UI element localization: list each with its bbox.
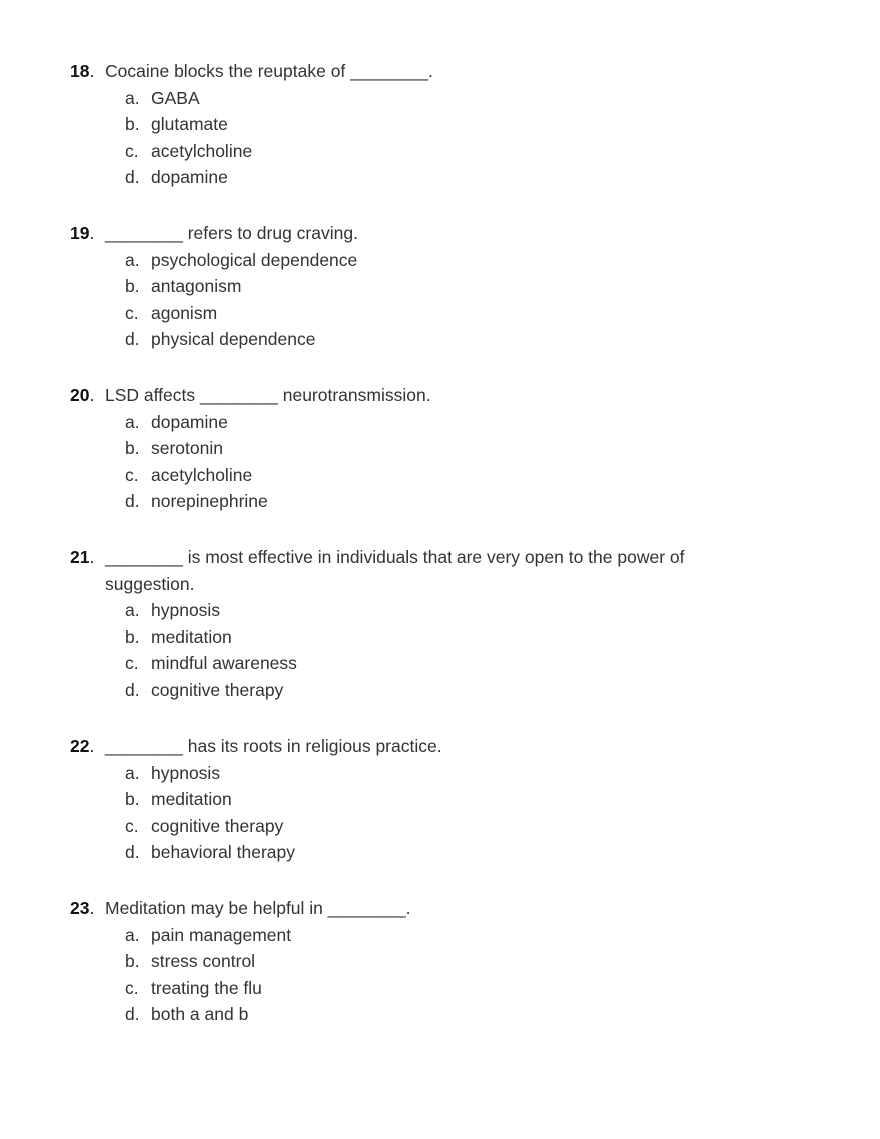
answer-option-c: c. agonism xyxy=(125,302,218,323)
question-number: 18. xyxy=(70,61,95,81)
question-stem xyxy=(70,382,750,409)
answer-option-b: b. antagonism xyxy=(125,276,242,296)
answer-option-d: d. dopamine xyxy=(125,167,228,187)
question-text: ________ is most effective in individuals that are very open to the power of suggestion. xyxy=(105,547,685,594)
answer-option-d: d. cognitive therapy xyxy=(125,679,284,700)
question-stem xyxy=(70,895,750,922)
answer-option-c: c. treating the flu xyxy=(125,977,262,998)
question-19 xyxy=(70,220,750,353)
question-number: 20. xyxy=(70,385,95,405)
question-stem xyxy=(70,220,750,247)
question-stem xyxy=(70,733,750,760)
question-23 xyxy=(70,895,750,1028)
question-text: ________ has its roots in religious practice. xyxy=(105,736,442,756)
question-stem xyxy=(70,58,750,85)
answer-option-b: b. stress control xyxy=(125,951,256,971)
answer-option-b: b. glutamate xyxy=(125,114,228,134)
answer-option-a: a. GABA xyxy=(125,87,200,108)
question-stem xyxy=(70,544,750,597)
question-text: LSD affects ________ neurotransmission. xyxy=(105,385,431,405)
answer-options xyxy=(70,922,750,1028)
question-number: 21. xyxy=(70,547,95,567)
answer-options xyxy=(70,247,750,353)
question-text: Cocaine blocks the reuptake of ________. xyxy=(105,61,433,81)
answer-option-d: d. behavioral therapy xyxy=(125,842,295,862)
question-20 xyxy=(70,382,750,515)
question-18 xyxy=(70,58,750,191)
question-text: Meditation may be helpful in ________. xyxy=(105,898,411,918)
answer-option-a: a. pain management xyxy=(125,924,292,945)
answer-option-a: a. hypnosis xyxy=(125,600,221,620)
answer-options xyxy=(70,85,750,191)
question-number: 19. xyxy=(70,223,95,243)
answer-option-b: b. serotonin xyxy=(125,438,223,458)
answer-option-b: b. meditation xyxy=(125,626,232,647)
answer-option-d: d. physical dependence xyxy=(125,329,316,349)
question-number: 23. xyxy=(70,898,95,918)
answer-option-c: c. acetylcholine xyxy=(125,464,253,485)
answer-option-a: a. dopamine xyxy=(125,411,228,432)
answer-option-d: d. norepinephrine xyxy=(125,491,268,511)
answer-options xyxy=(70,409,750,515)
answer-option-d: d. both a and b xyxy=(125,1004,249,1024)
answer-option-c: c. mindful awareness xyxy=(125,653,297,673)
answer-option-b: b. meditation xyxy=(125,789,232,809)
question-text: ________ refers to drug craving. xyxy=(105,223,358,243)
answer-option-a: a. psychological dependence xyxy=(125,249,358,270)
question-21 xyxy=(70,544,750,703)
answer-option-a: a. hypnosis xyxy=(125,762,221,783)
answer-option-c: c. acetylcholine xyxy=(125,140,253,161)
answer-options xyxy=(70,597,750,703)
answer-options xyxy=(70,760,750,866)
question-number: 22. xyxy=(70,736,95,756)
question-22 xyxy=(70,733,750,866)
answer-option-c: c. cognitive therapy xyxy=(125,815,284,836)
